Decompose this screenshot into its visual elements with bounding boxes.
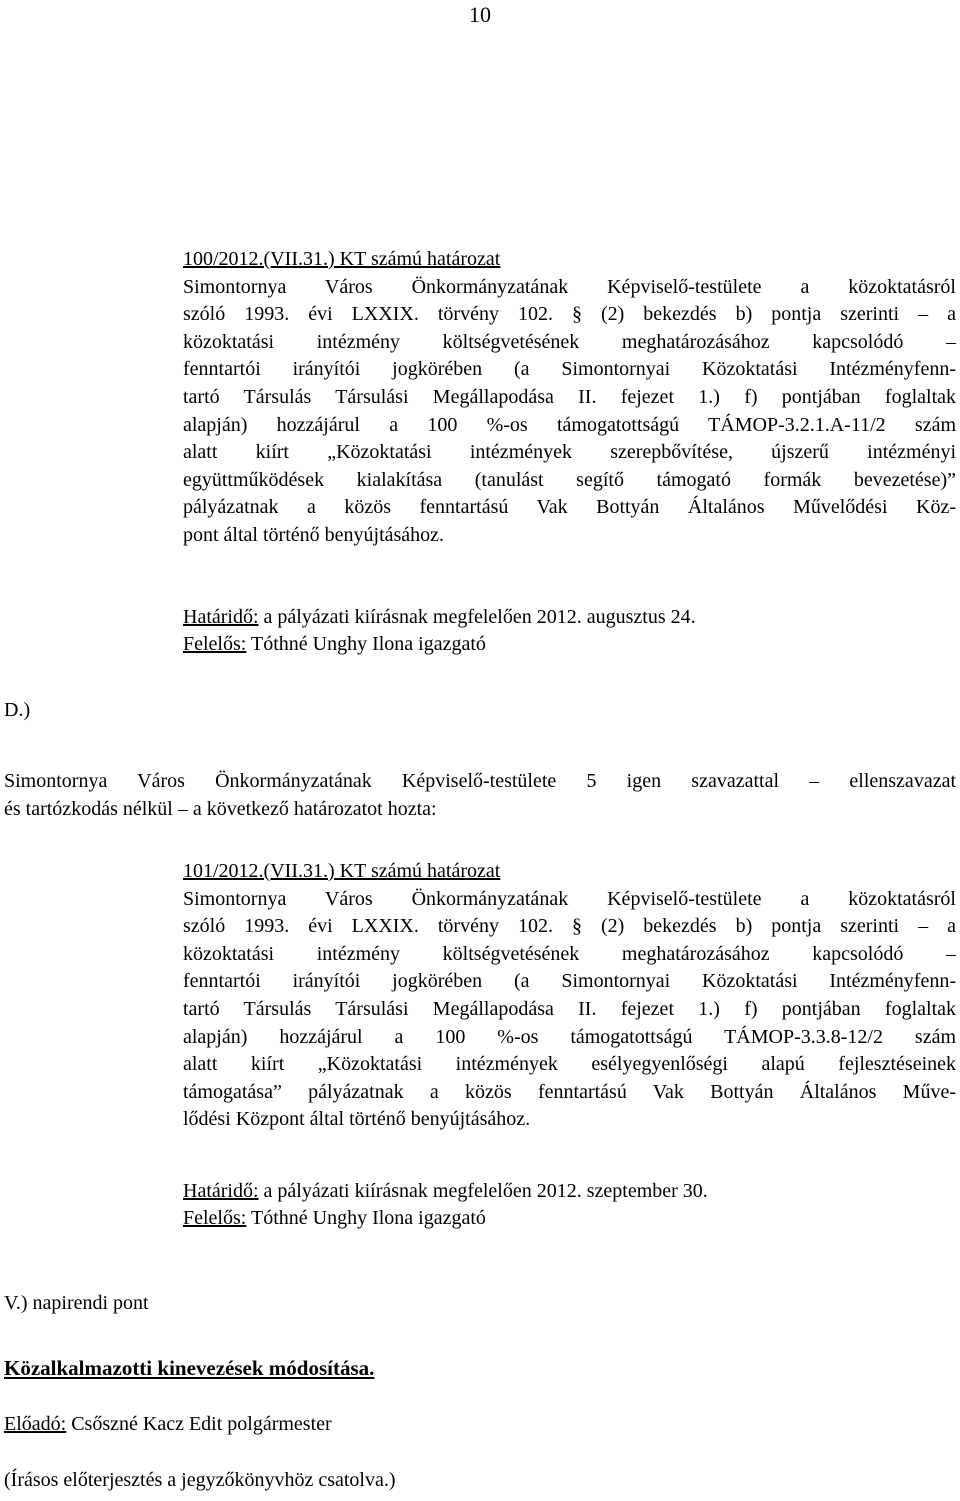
resolution-101-text-line: Simontornya Város Önkormányzatának Képviselő-testülete a közoktatásról [183,887,956,910]
agenda-title: Közalkalmazotti kinevezések módosítása. [4,1356,375,1380]
resolution-101-body [183,886,956,1134]
resolution-101-text-line: közoktatási intézmény költségvetésének meghatározásához kapcsolódó – [183,942,956,965]
resolution-100-deadline [183,604,956,632]
resolution-101-text-line: támogatása” pályázatnak a közös fenntartású Vak Bottyán Általános Műve- [183,1080,956,1103]
resolution-101-text-line: lődési Központ által történő benyújtásához. [183,1108,531,1131]
agenda-note: (Írásos előterjesztés a jegyzőkönyvhöz csatolva.) [4,1469,396,1491]
resolution-100-text-line: fenntartói irányítói jogkörében (a Simontornyai Közoktatási Intézményfenn- [183,358,956,381]
deadline-text: a pályázati kiírásnak megfelelően 2012. szeptember 30. [258,1180,708,1202]
deadline-label: Határidő: [183,606,259,628]
resolution-100-id: 100/2012.(VII.31.) KT számú határozat [183,248,501,270]
resolution-100-text-line: együttműködések kialakítása (tanulást segítő támogató formák bevezetése)” [183,468,956,491]
responsible-text: Tóthné Unghy Ilona igazgató [246,1207,486,1229]
section-d-text-line: és tartózkodás nélkül – a következő határozatot hozta: [4,797,437,820]
resolution-100-text-line: Simontornya Város Önkormányzatának Képviselő-testülete a közoktatásról [183,275,956,298]
resolution-100-text-line: tartó Társulás Társulási Megállapodása II. fejezet 1.) f) pontjában foglaltak [183,385,956,408]
resolution-101-id: 101/2012.(VII.31.) KT számú határozat [183,860,501,882]
responsible-label: Felelős: [183,1207,247,1229]
resolution-101-responsible [183,1205,956,1233]
section-d-text-line: Simontornya Város Önkormányzatának Képviselő-testülete 5 igen szavazattal – ellenszavazat [4,770,956,792]
resolution-100-text-line: pont által történő benyújtásához. [183,523,445,546]
responsible-text: Tóthné Unghy Ilona igazgató [246,633,486,655]
resolution-101-text-line: fenntartói irányítói jogkörében (a Simontornyai Közoktatási Intézményfenn- [183,970,956,993]
resolution-100 [183,246,956,550]
resolution-100-text-line: közoktatási intézmény költségvetésének meghatározásához kapcsolódó – [183,330,956,353]
agenda-presenter [4,1411,332,1439]
resolution-100-text-line: pályázatnak a közös fenntartású Vak Bottyán Általános Művelődési Köz- [183,496,956,519]
resolution-101-deadline [183,1178,956,1206]
resolution-100-body [183,274,956,550]
resolution-101-text-line: alatt kiírt „Közoktatási intézmények esélyegyenlőségi alapú fejlesztéseinek [183,1053,956,1076]
resolution-101 [183,858,956,1134]
resolution-100-text-line: szóló 1993. évi LXXIX. törvény 102. § (2) bekezdés b) pontja szerinti – a [183,303,956,326]
resolution-100-responsible [183,631,956,659]
section-d-label: D.) [4,699,31,721]
section-d-text [4,768,956,823]
resolution-100-text-line: alapján) hozzájárul a 100 %-os támogatottságú TÁMOP-3.2.1.A-11/2 szám [183,413,956,436]
resolution-101-text-line: alapján) hozzájárul a 100 %-os támogatottságú TÁMOP-3.3.8-12/2 szám [183,1025,956,1048]
resolution-100-text-line: alatt kiírt „Közoktatási intézmények szerepbővítése, újszerű intézményi [183,441,956,464]
responsible-label: Felelős: [183,633,247,655]
resolution-101-text-line: szóló 1993. évi LXXIX. törvény 102. § (2) bekezdés b) pontja szerinti – a [183,915,956,938]
presenter-text: Csőszné Kacz Edit polgármester [66,1413,332,1435]
page-number: 10 [469,2,491,27]
deadline-label: Határidő: [183,1180,259,1202]
agenda-label: V.) napirendi pont [4,1292,149,1314]
presenter-label: Előadó: [4,1413,67,1435]
resolution-101-text-line: tartó Társulás Társulási Megállapodása II. fejezet 1.) f) pontjában foglaltak [183,997,956,1020]
deadline-text: a pályázati kiírásnak megfelelően 2012. augusztus 24. [258,606,696,628]
